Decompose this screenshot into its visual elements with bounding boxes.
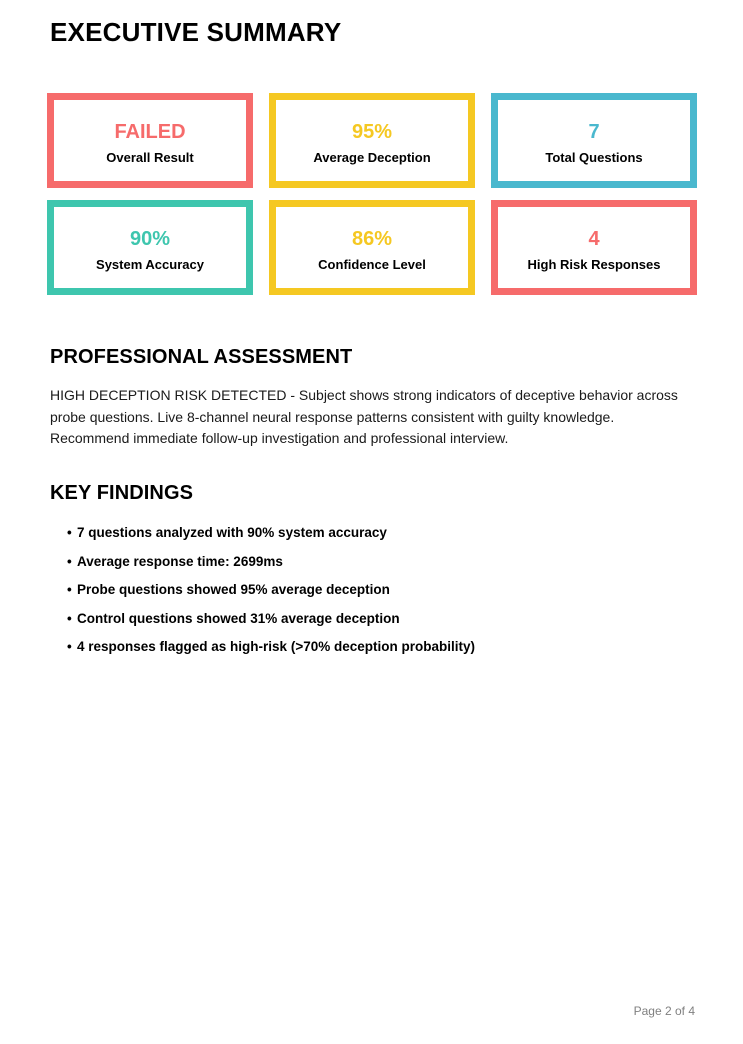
finding-item — [67, 524, 695, 542]
stat-cards-grid — [47, 93, 697, 295]
stat-value: 7 — [588, 120, 600, 143]
page-title: EXECUTIVE SUMMARY — [50, 17, 342, 47]
bullet-icon: • — [67, 553, 72, 569]
bullet-icon: • — [67, 610, 72, 626]
stat-value: 4 — [588, 227, 600, 250]
finding-item — [67, 581, 695, 599]
stat-label: Overall Result — [106, 149, 194, 165]
stat-label: Total Questions — [545, 149, 643, 165]
professional-assessment-text: HIGH DECEPTION RISK DETECTED - Subject shows strong indicators of deceptive behavior across probe questions. Live 8-channel neural response patterns consistent with guilty knowledge. Recommend immediate follow-up investigation and professional interview. — [50, 387, 678, 446]
stat-value: 95% — [351, 120, 393, 143]
finding-item — [67, 553, 695, 571]
professional-assessment-section — [50, 345, 695, 450]
finding-text: 7 questions analyzed with 90% system accuracy — [77, 525, 387, 540]
stat-label: Confidence Level — [318, 256, 426, 272]
finding-item — [67, 610, 695, 628]
key-findings-list — [50, 524, 695, 656]
bullet-icon: • — [67, 582, 72, 597]
stat-value: FAILED — [114, 120, 186, 143]
stat-label: High Risk Responses — [527, 256, 661, 272]
finding-text: 4 responses flagged as high-risk (>70% deception probability) — [77, 639, 475, 654]
stat-card-system-accuracy — [47, 200, 253, 295]
finding-text: Probe questions showed 95% average deception — [77, 582, 390, 597]
stat-card-confidence-level — [269, 200, 475, 295]
professional-assessment-heading: PROFESSIONAL ASSESSMENT — [50, 346, 353, 368]
finding-item — [67, 638, 695, 656]
key-findings-heading: KEY FINDINGS — [50, 482, 194, 504]
stat-value: 90% — [129, 227, 171, 250]
stat-card-average-deception — [269, 93, 475, 188]
stat-value: 86% — [351, 227, 393, 250]
stat-card-total-questions — [491, 93, 697, 188]
stat-label: System Accuracy — [96, 256, 204, 272]
stat-card-overall-result — [47, 93, 253, 188]
bullet-icon: • — [67, 639, 72, 654]
key-findings-section — [50, 481, 695, 667]
stat-label: Average Deception — [313, 149, 431, 165]
finding-text: Control questions showed 31% average deception — [77, 610, 400, 626]
page-number: Page 2 of 4 — [633, 1004, 695, 1018]
finding-text: Average response time: 2699ms — [77, 553, 283, 569]
bullet-icon: • — [67, 525, 72, 540]
stat-card-high-risk-responses — [491, 200, 697, 295]
